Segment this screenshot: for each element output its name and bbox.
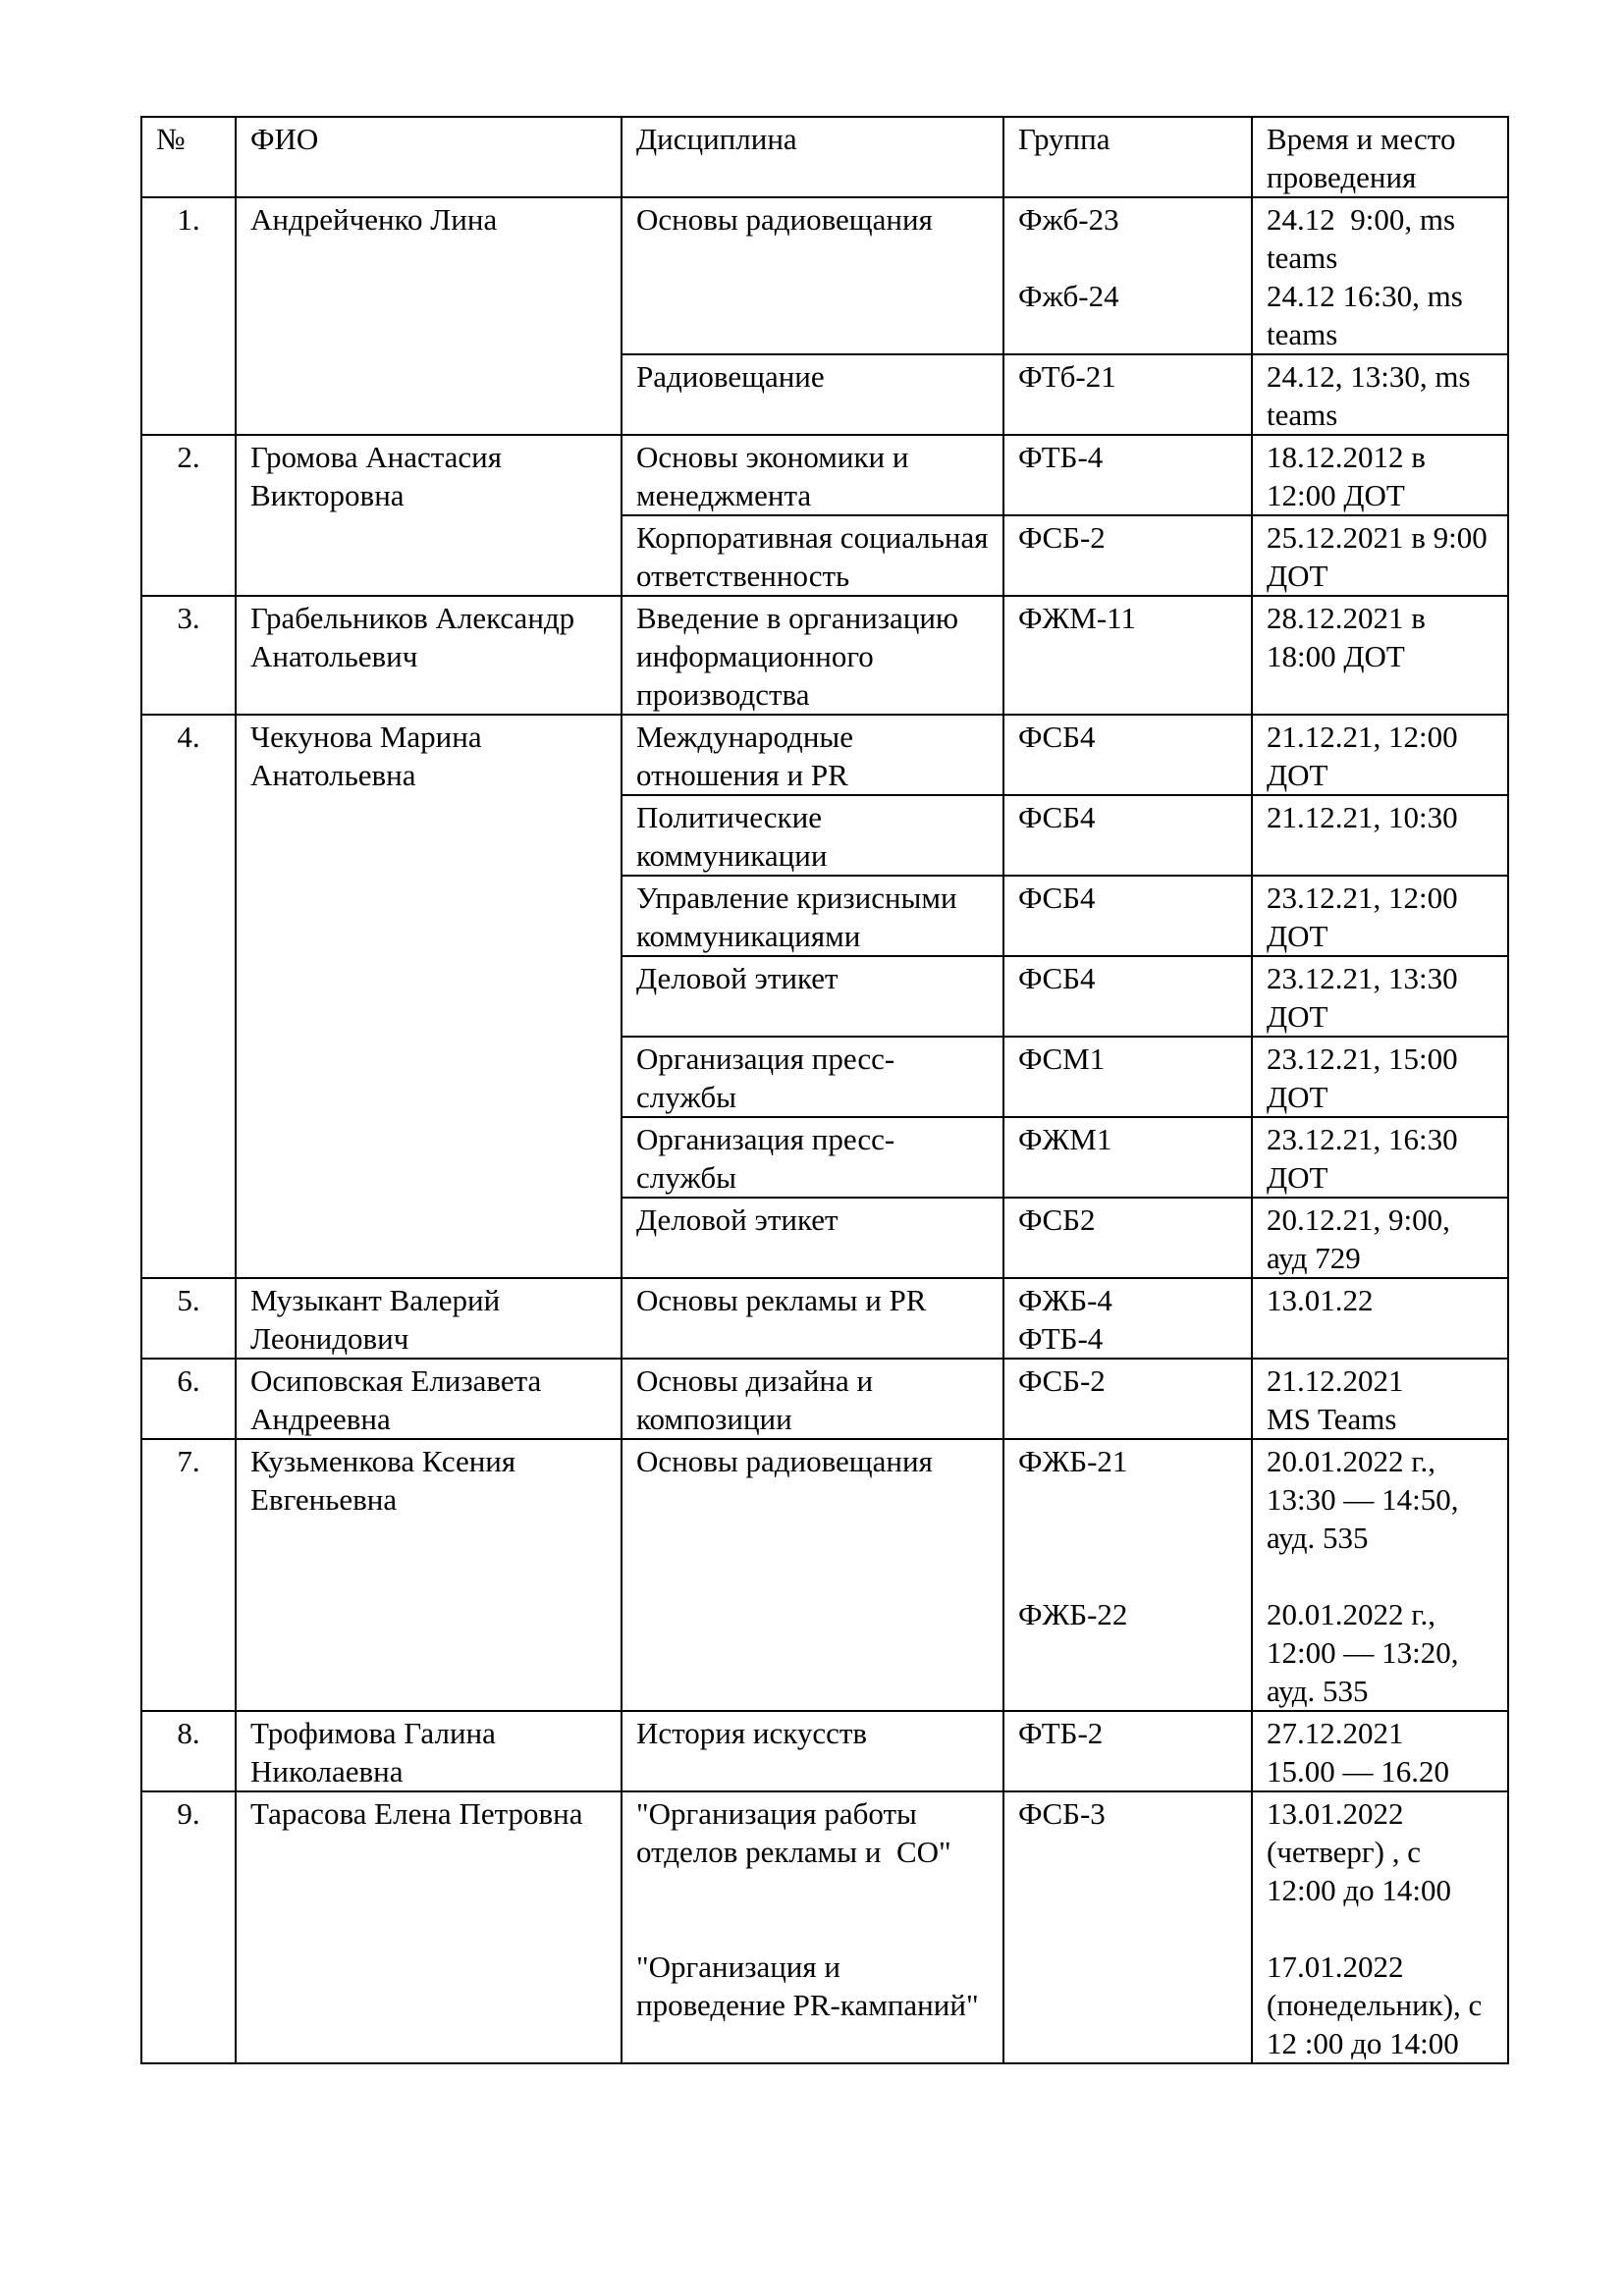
group-cell: Фжб-23 Фжб-24 xyxy=(1003,197,1252,354)
discipline-cell: Радиовещание xyxy=(622,354,1003,435)
row-number: 7. xyxy=(141,1439,236,1711)
row-number: 2. xyxy=(141,435,236,596)
header-discipline: Дисциплина xyxy=(622,117,1003,197)
discipline-cell: Деловой этикет xyxy=(622,1198,1003,1278)
group-cell: ФЖМ-11 xyxy=(1003,596,1252,715)
discipline-cell: "Организация работы отделов рекламы и СО" "Организация и проведение PR-кампаний" xyxy=(622,1791,1003,2063)
time-place-cell: 21.12.21, 10:30 xyxy=(1252,795,1508,876)
time-place-cell: 24.12, 13:30, ms teams xyxy=(1252,354,1508,435)
time-place-cell: 21.12.2021 MS Teams xyxy=(1252,1359,1508,1439)
discipline-cell: История искусств xyxy=(622,1711,1003,1791)
group-cell: ФЖБ-21 ФЖБ-22 xyxy=(1003,1439,1252,1711)
table-row xyxy=(141,1439,1508,1711)
group-cell: ФСБ-2 xyxy=(1003,1359,1252,1439)
table-row xyxy=(141,715,1508,795)
discipline-cell: Политические коммуникации xyxy=(622,795,1003,876)
time-place-cell: 24.12 9:00, ms teams 24.12 16:30, ms teams xyxy=(1252,197,1508,354)
time-place-cell: 13.01.2022 (четверг) , с 12:00 до 14:00 17.01.2022 (понедельник), с 12 :00 до 14:00 xyxy=(1252,1791,1508,2063)
group-cell: ФСМ1 xyxy=(1003,1037,1252,1117)
header-name: ФИО xyxy=(236,117,622,197)
row-number: 9. xyxy=(141,1791,236,2063)
table-row xyxy=(141,197,1508,354)
row-number: 8. xyxy=(141,1711,236,1791)
time-place-cell: 18.12.2012 в 12:00 ДОТ xyxy=(1252,435,1508,515)
row-number: 6. xyxy=(141,1359,236,1439)
teacher-name: Тарасова Елена Петровна xyxy=(236,1791,622,2063)
group-cell: ФСБ2 xyxy=(1003,1198,1252,1278)
teacher-name: Трофимова Галина Николаевна xyxy=(236,1711,622,1791)
time-place-cell: 13.01.22 xyxy=(1252,1278,1508,1359)
group-cell: ФСБ4 xyxy=(1003,956,1252,1037)
discipline-cell: Деловой этикет xyxy=(622,956,1003,1037)
header-time: Время и место проведения xyxy=(1252,117,1508,197)
discipline-cell: Международные отношения и PR xyxy=(622,715,1003,795)
discipline-cell: Организация пресс-службы xyxy=(622,1037,1003,1117)
table-row xyxy=(141,435,1508,515)
discipline-cell: Основы рекламы и PR xyxy=(622,1278,1003,1359)
discipline-cell: Основы экономики и менеджмента xyxy=(622,435,1003,515)
group-cell: ФТб-21 xyxy=(1003,354,1252,435)
row-number: 5. xyxy=(141,1278,236,1359)
table-row xyxy=(141,596,1508,715)
table-row xyxy=(141,1711,1508,1791)
header-row xyxy=(141,117,1508,197)
teacher-name: Музыкант Валерий Леонидович xyxy=(236,1278,622,1359)
group-cell: ФЖБ-4 ФТБ-4 xyxy=(1003,1278,1252,1359)
teacher-name: Громова Анастасия Викторовна xyxy=(236,435,622,596)
table-row xyxy=(141,1359,1508,1439)
time-place-cell: 28.12.2021 в 18:00 ДОТ xyxy=(1252,596,1508,715)
time-place-cell: 23.12.21, 12:00 ДОТ xyxy=(1252,876,1508,956)
teacher-name: Андрейченко Лина xyxy=(236,197,622,435)
teacher-name: Осиповская Елизавета Андреевна xyxy=(236,1359,622,1439)
group-cell: ФСБ4 xyxy=(1003,876,1252,956)
time-place-cell: 20.01.2022 г., 13:30 — 14:50, ауд. 535 20.01.2022 г., 12:00 — 13:20, ауд. 535 xyxy=(1252,1439,1508,1711)
group-cell: ФСБ-2 xyxy=(1003,515,1252,596)
header-group: Группа xyxy=(1003,117,1252,197)
discipline-cell: Управление кризисными коммуникациями xyxy=(622,876,1003,956)
discipline-cell: Основы радиовещания xyxy=(622,197,1003,354)
table-row xyxy=(141,1791,1508,2063)
schedule-table xyxy=(140,116,1509,2064)
time-place-cell: 21.12.21, 12:00 ДОТ xyxy=(1252,715,1508,795)
table-row xyxy=(141,1278,1508,1359)
time-place-cell: 25.12.2021 в 9:00 ДОТ xyxy=(1252,515,1508,596)
group-cell: ФТБ-2 xyxy=(1003,1711,1252,1791)
header-num: № xyxy=(141,117,236,197)
time-place-cell: 23.12.21, 15:00 ДОТ xyxy=(1252,1037,1508,1117)
time-place-cell: 23.12.21, 16:30 ДОТ xyxy=(1252,1117,1508,1198)
row-number: 1. xyxy=(141,197,236,435)
discipline-cell: Основы дизайна и композиции xyxy=(622,1359,1003,1439)
teacher-name: Чекунова Марина Анатольевна xyxy=(236,715,622,1278)
group-cell: ФСБ4 xyxy=(1003,715,1252,795)
group-cell: ФСБ4 xyxy=(1003,795,1252,876)
discipline-cell: Введение в организацию информационного производства xyxy=(622,596,1003,715)
time-place-cell: 23.12.21, 13:30 ДОТ xyxy=(1252,956,1508,1037)
group-cell: ФСБ-3 xyxy=(1003,1791,1252,2063)
group-cell: ФТБ-4 xyxy=(1003,435,1252,515)
teacher-name: Грабельников Александр Анатольевич xyxy=(236,596,622,715)
discipline-cell: Корпоративная социальная ответственность xyxy=(622,515,1003,596)
discipline-cell: Организация пресс-службы xyxy=(622,1117,1003,1198)
row-number: 4. xyxy=(141,715,236,1278)
discipline-cell: Основы радиовещания xyxy=(622,1439,1003,1711)
row-number: 3. xyxy=(141,596,236,715)
time-place-cell: 20.12.21, 9:00, ауд 729 xyxy=(1252,1198,1508,1278)
time-place-cell: 27.12.2021 15.00 — 16.20 xyxy=(1252,1711,1508,1791)
group-cell: ФЖМ1 xyxy=(1003,1117,1252,1198)
teacher-name: Кузьменкова Ксения Евгеньевна xyxy=(236,1439,622,1711)
